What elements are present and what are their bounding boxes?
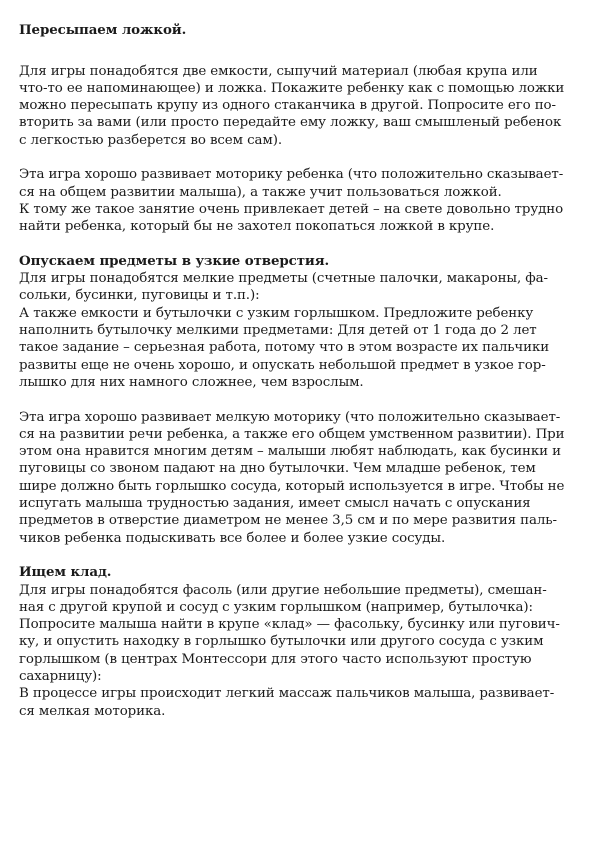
section-heading: Пересыпаем ложкой. — [19, 22, 187, 38]
text-line: что-то ее напоминающее) и ложка. Покажите ребенку как с помощью ложки — [19, 80, 565, 96]
text-line: предметов в отверстие диаметром не менее 3,5 см и по мере развития паль- — [19, 513, 557, 529]
text-line: ся мелкая моторика. — [19, 703, 166, 719]
text-line: Для игры понадобятся мелкие предметы (счетные палочки, макароны, фа- — [19, 271, 548, 287]
text-line: пуговицы со звоном падают на дно бутылочки. Чем младше ребенок, тем — [19, 461, 536, 477]
text-line: чиков ребенка подыскивать все более и более узкие сосуды. — [19, 530, 446, 546]
text-line: К тому же такое занятие очень привлекает детей – на свете довольно трудно — [19, 201, 564, 217]
text-line: вторить за вами (или просто передайте ему ложку, ваш смышленый ребенок — [19, 115, 562, 131]
paragraph — [19, 409, 589, 547]
text-line: такое задание – серьезная работа, потому что в этом возрасте их пальчики — [19, 340, 550, 356]
text-line: можно пересыпать крупу из одного стаканчика в другой. Попросите его по- — [19, 98, 556, 114]
text-line: сахарницу): — [19, 668, 102, 684]
text-line: ся на общем развитии малыша), а также учит пользоваться ложкой. — [19, 184, 502, 200]
text-line: ная с другой крупой и сосуд с узким горлышком (например, бутылочка): — [19, 599, 533, 615]
text-line: ку, и опустить находку в горлышко бутылочки или другого сосуда с узким — [19, 634, 544, 650]
text-line: В процессе игры происходит легкий массаж пальчиков малыша, развивает- — [19, 686, 555, 702]
paragraph — [19, 166, 589, 235]
text-line: А также емкости и бутылочки с узким горлышком. Предложите ребенку — [19, 305, 534, 321]
section-heading: Ищем клад. — [19, 564, 112, 581]
text-line: Эта игра хорошо развивает мелкую моторику (что положительно сказывает- — [19, 409, 561, 425]
paragraph — [19, 63, 589, 149]
text-line: горлышком (в центрах Монтессори для этого часто используют простую — [19, 651, 532, 667]
text-line: испугать малыша трудностью задания, имеет смысл начать с опускания — [19, 496, 531, 512]
text-line: наполнить бутылочку мелкими предметами: Для детей от 1 года до 2 лет — [19, 323, 537, 339]
text-line: этом она нравится многим детям – малыши любят наблюдать, как бусинки и — [19, 444, 561, 460]
text-line: Попросите малыша найти в крупе «клад» — фасольку, бусинку или пугович- — [19, 617, 560, 633]
text-line: лышко для них намного сложнее, чем взрослым. — [19, 374, 364, 390]
paragraph — [19, 270, 589, 391]
paragraph — [19, 582, 589, 720]
text-line: развиты еще не очень хорошо, и опускать небольшой предмет в узкое гор- — [19, 357, 546, 373]
text-line: шире должно быть горлышко сосуда, который используется в игре. Чтобы не — [19, 478, 565, 494]
text-line: Для игры понадобятся две емкости, сыпучий материал (любая крупа или — [19, 63, 538, 79]
text-line: ся на развитии речи ребенка, а также его общем умственном развитии). При — [19, 426, 565, 442]
text-line: Для игры понадобятся фасоль (или другие небольшие предметы), смешан- — [19, 582, 547, 598]
document-page — [19, 22, 589, 720]
text-line: с легкостью разберется во всем сам). — [19, 132, 282, 148]
text-line: сольки, бусинки, пуговицы и т.п.): — [19, 288, 260, 304]
text-line: найти ребенка, который бы не захотел покопаться ложкой в крупе. — [19, 219, 495, 235]
section-heading: Опускаем предметы в узкие отверстия. — [19, 252, 330, 269]
text-line: Эта игра хорошо развивает моторику ребенка (что положительно сказывает- — [19, 167, 564, 183]
